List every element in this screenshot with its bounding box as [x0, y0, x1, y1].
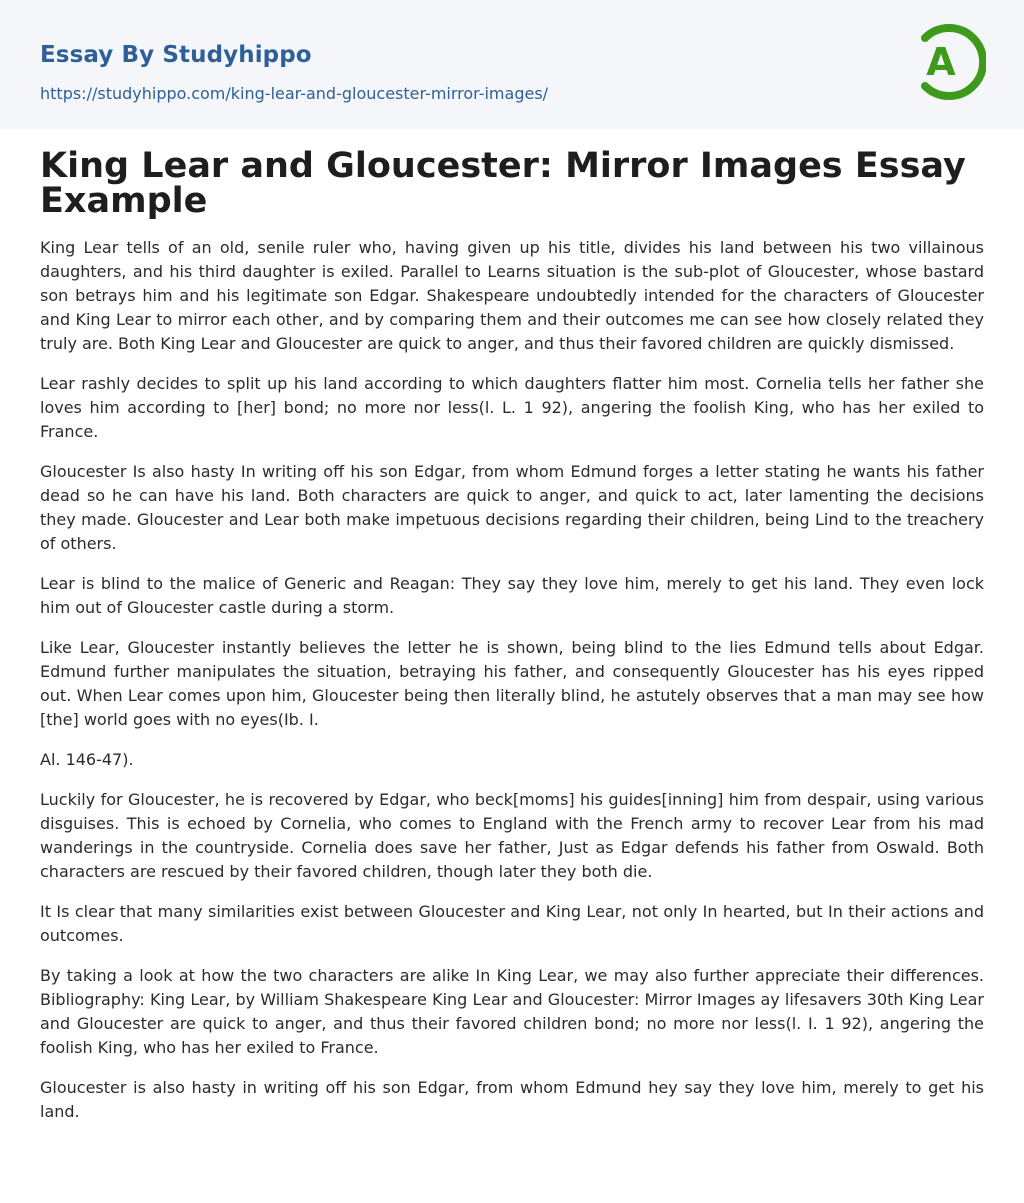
paragraph: Lear rashly decides to split up his land according to which daughters flatter him most. Cornelia tells her father she loves him according to [her] bond; no more nor less(l. L. 1 92), angering the foolish King, who has her exiled to France.	[40, 374, 984, 441]
source-url-link[interactable]: https://studyhippo.com/king-lear-and-gloucester-mirror-images/	[40, 84, 549, 103]
paragraph: Gloucester is also hasty in writing off his son Edgar, from whom Edmund hey say they love him, merely to get his land.	[40, 1078, 984, 1121]
paragraph: Like Lear, Gloucester instantly believes the letter he is shown, being blind to the lies Edmund tells about Edgar. Edmund further manipulates the situation, betraying his father, and consequently Gloucester has his eyes ripped out. When Lear comes upon him, Gloucester being then literally blind, he astutely observes that a man may see how [the] world goes with no eyes(Ib. I.	[40, 638, 984, 729]
page-header	[0, 0, 1024, 129]
studyhippo-logo-icon[interactable]	[912, 19, 986, 105]
brand-title[interactable]: Essay By Studyhippo	[40, 42, 312, 68]
logo-letter: A	[926, 40, 956, 84]
article-body	[40, 236, 984, 1124]
paragraph: Lear is blind to the malice of Generic and Reagan: They say they love him, merely to get his land. They even lock him out of Gloucester castle during a storm.	[40, 574, 984, 617]
paragraph: King Lear tells of an old, senile ruler who, having given up his title, divides his land between his two villainous daughters, and his third daughter is exiled. Parallel to Learns situation is the sub-plot of Gloucester, whose bastard son betrays him and his legitimate son Edgar. Shakespeare undoubtedly intended for the characters of Gloucester and King Lear to mirror each other, and by comparing them and their outcomes me can see how closely related they truly are. Both King Lear and Gloucester are quick to anger, and thus their favored children are quickly dismissed.	[40, 238, 984, 353]
paragraph: Gloucester Is also hasty In writing off his son Edgar, from whom Edmund forges a letter stating he wants his father dead so he can have his land. Both characters are quick to anger, and quick to act, later lamenting the decisions they made. Gloucester and Lear both make impetuous decisions regarding their children, being Lind to the treachery of others.	[40, 462, 984, 553]
paragraph: Al. 146-47).	[40, 750, 134, 769]
paragraph: It Is clear that many similarities exist between Gloucester and King Lear, not only In hearted, but In their actions and outcomes.	[40, 902, 984, 945]
paragraph: Luckily for Gloucester, he is recovered by Edgar, who beck[moms] his guides[inning] him from despair, using various disguises. This is echoed by Cornelia, who comes to England with the French army to recover Lear from his mad wanderings in the countryside. Cornelia does save her father, Just as Edgar defends his father from Oswald. Both characters are rescued by their favored children, though later they both die.	[40, 790, 984, 881]
article-main	[0, 129, 1024, 1124]
paragraph: By taking a look at how the two characters are alike In King Lear, we may also further appreciate their differences. Bibliography: King Lear, by William Shakespeare King Lear and Gloucester: Mirror Images ay lifesavers 30th King Lear and Gloucester are quick to anger, and thus their favored children bond; no more nor less(l. I. 1 92), angering the foolish King, who has her exiled to France.	[40, 966, 984, 1057]
article-title: King Lear and Gloucester: Mirror Images Essay Example	[40, 146, 966, 221]
